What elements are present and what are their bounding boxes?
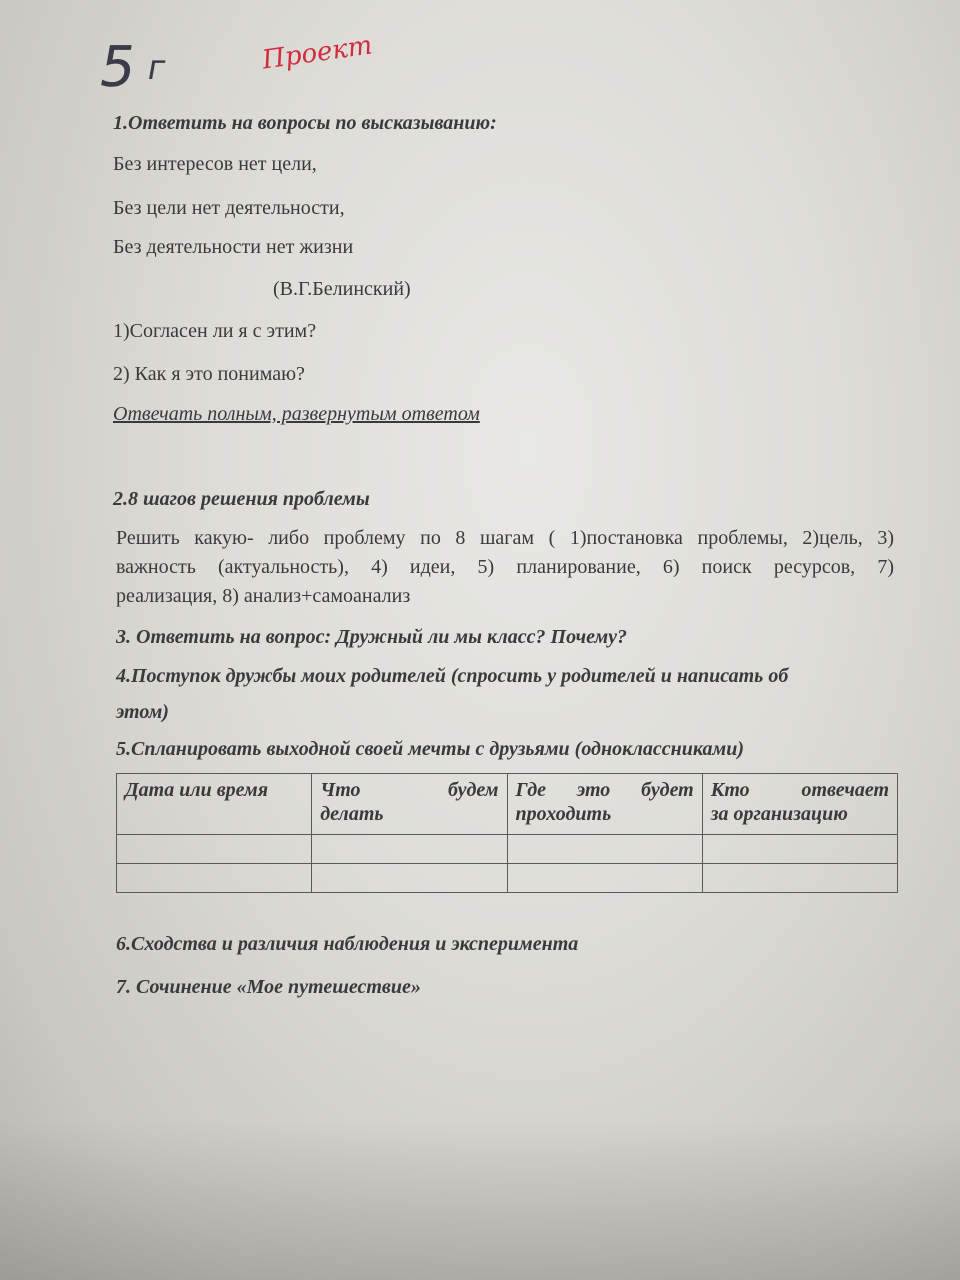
header-where-line1: Где это будет <box>515 779 694 801</box>
quote-line-2: Без цели нет деятельности, <box>113 197 345 219</box>
header-who-line2: за организацию <box>710 803 848 825</box>
table-cell <box>117 835 312 864</box>
header-what-line1: Что будем <box>320 779 499 801</box>
quote-line-1: Без интересов нет цели, <box>113 153 317 175</box>
plan-table-header-row <box>117 774 898 835</box>
header-where-line2: проходить <box>515 803 612 825</box>
table-cell <box>117 864 312 893</box>
task2-line-1: Решить какую- либо проблему по 8 шагам ( 1)постановка проблемы, 2)цель, 3) <box>116 527 894 549</box>
task2-line-2: важность (актуальность), 4) идеи, 5) планирование, 6) поиск ресурсов, 7) <box>116 556 894 578</box>
table-cell <box>702 835 897 864</box>
table-cell <box>702 864 897 893</box>
question-2: 2) Как я это понимаю? <box>113 363 305 385</box>
header-where <box>507 774 702 835</box>
paper-shadow <box>0 1120 960 1280</box>
plan-table <box>116 773 898 893</box>
task4-line-2: этом) <box>116 701 169 723</box>
answer-note: Отвечать полным, развернутым ответом <box>113 403 480 425</box>
task6-heading: 6.Сходства и различия наблюдения и эксперимента <box>116 933 579 955</box>
quote-author: (В.Г.Белинский) <box>273 278 411 300</box>
task2-heading: 2.8 шагов решения проблемы <box>113 488 370 510</box>
handwritten-class: г <box>144 48 170 88</box>
task7-heading: 7. Сочинение «Мое путешествие» <box>116 976 421 998</box>
table-cell <box>312 835 507 864</box>
question-1: 1)Согласен ли я с этим? <box>113 320 317 342</box>
header-what-line2: делать <box>320 803 384 825</box>
table-row <box>117 864 898 893</box>
header-date-text: Дата или время <box>125 779 269 801</box>
handwritten-project-mark: Проект <box>260 30 375 76</box>
quote-line-3: Без деятельности нет жизни <box>113 236 354 258</box>
header-who <box>702 774 897 835</box>
table-cell <box>312 864 507 893</box>
task1-heading: 1.Ответить на вопросы по высказыванию: <box>113 112 497 134</box>
header-what <box>312 774 507 835</box>
table-row <box>117 835 898 864</box>
header-who-line1: Кто отвечает <box>710 779 889 801</box>
task3-heading: 3. Ответить на вопрос: Дружный ли мы класс? Почему? <box>116 626 628 648</box>
task5-heading: 5.Спланировать выходной своей мечты с друзьями (одноклассниками) <box>116 738 744 760</box>
table-cell <box>507 835 702 864</box>
handwritten-grade: 5 <box>94 35 142 100</box>
task4-line-1: 4.Поступок дружбы моих родителей (спросить у родителей и написать об <box>116 665 789 687</box>
task2-line-3: реализация, 8) анализ+самоанализ <box>116 585 411 607</box>
table-cell <box>507 864 702 893</box>
header-date <box>117 774 312 835</box>
